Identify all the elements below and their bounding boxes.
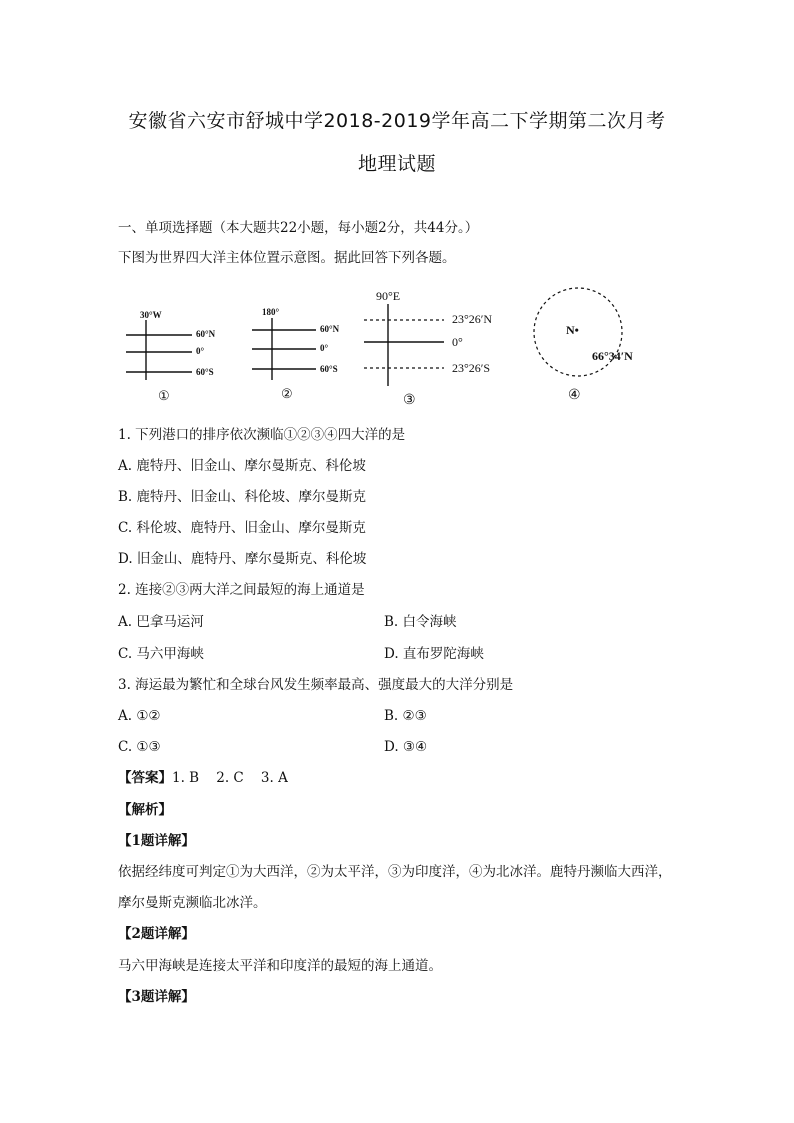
question-2-option-b: B. 白令海峡 [384,614,457,630]
analysis-label: 【解析】 [118,802,172,818]
question-1-option-b: B. 鹿特丹、旧金山、科伦坡、摩尔曼斯克 [118,489,367,505]
detail-1-heading: 【1题详解】 [118,833,195,849]
fig2-lat-mid-label: 0° [320,343,329,353]
document-subtitle: 地理试题 [357,153,436,175]
fig3-lat-top-label: 23°26′N [452,312,493,326]
question-2-option-a: A. 巴拿马运河 [118,614,204,630]
detail-2-heading: 【2题详解】 [118,926,195,942]
figure-2 [252,307,340,401]
fig2-meridian-label: 180° [262,307,280,317]
fig4-pole-label: N• [566,323,579,337]
question-3-stem: 3. 海运最为繁忙和全球台风发生频率最高、强度最大的大洋分别是 [118,677,514,693]
question-1-option-d: D. 旧金山、鹿特丹、摩尔曼斯克、科伦坡 [118,551,367,567]
fig3-label: ③ [403,393,416,408]
fig1-lat-bot-label: 60°S [196,367,214,377]
question-1-option-c: C. 科伦坡、鹿特丹、旧金山、摩尔曼斯克 [118,520,366,536]
fig3-lat-mid-label: 0° [452,335,463,349]
fig4-label: ④ [568,388,581,403]
fig1-lat-top-label: 60°N [196,329,216,339]
fig3-meridian-label: 90°E [376,289,401,303]
answer-label: 【答案】 [118,770,172,786]
question-3-option-a: A. ①② [118,708,161,724]
fig2-lat-bot-label: 60°S [320,364,338,374]
question-3-option-b: B. ②③ [384,708,427,724]
figure-3 [364,289,492,408]
detail-1-text-line1: 依据经纬度可判定①为大西洋，②为太平洋，③为印度洋，④为北冰洋。鹿特丹濒临大西洋， [118,864,672,880]
question-3-option-c: C. ①③ [118,739,161,755]
ocean-position-figures [118,282,678,410]
question-1-stem: 1. 下列港口的排序依次濒临①②③④四大洋的是 [118,427,406,443]
intro-text: 下图为世界四大洋主体位置示意图。据此回答下列各题。 [118,250,456,266]
answer-text: 1. B 2. C 3. A [172,770,288,786]
detail-2-text: 马六甲海峡是连接太平洋和印度洋的最短的海上通道。 [118,958,442,974]
fig4-circle-label: 66°34′N [592,349,633,363]
answer-line [118,768,288,788]
fig1-label: ① [158,388,170,403]
detail-3-heading: 【3题详解】 [118,989,195,1005]
fig3-lat-bot-label: 23°26′S [452,361,491,375]
question-1-option-a: A. 鹿特丹、旧金山、摩尔曼斯克、科伦坡 [118,458,366,474]
detail-1-text-line2: 摩尔曼斯克濒临北冰洋。 [118,895,267,911]
question-2-option-c: C. 马六甲海峡 [118,646,204,662]
figure-1 [126,310,216,403]
fig2-label: ② [281,386,293,401]
section-heading: 一、单项选择题（本大题共22小题，每小题2分，共44分。） [118,220,479,236]
fig1-lat-mid-label: 0° [196,346,205,356]
fig2-lat-top-label: 60°N [320,324,340,334]
document-title: 安徽省六安市舒城中学2018-2019学年高二下学期第二次月考 [128,110,666,132]
question-2-option-d: D. 直布罗陀海峡 [384,646,484,662]
question-2-stem: 2. 连接②③两大洋之间最短的海上通道是 [118,582,365,598]
question-3-option-d: D. ③④ [384,739,428,755]
fig1-meridian-label: 30°W [140,310,162,320]
figure-4 [534,288,633,403]
